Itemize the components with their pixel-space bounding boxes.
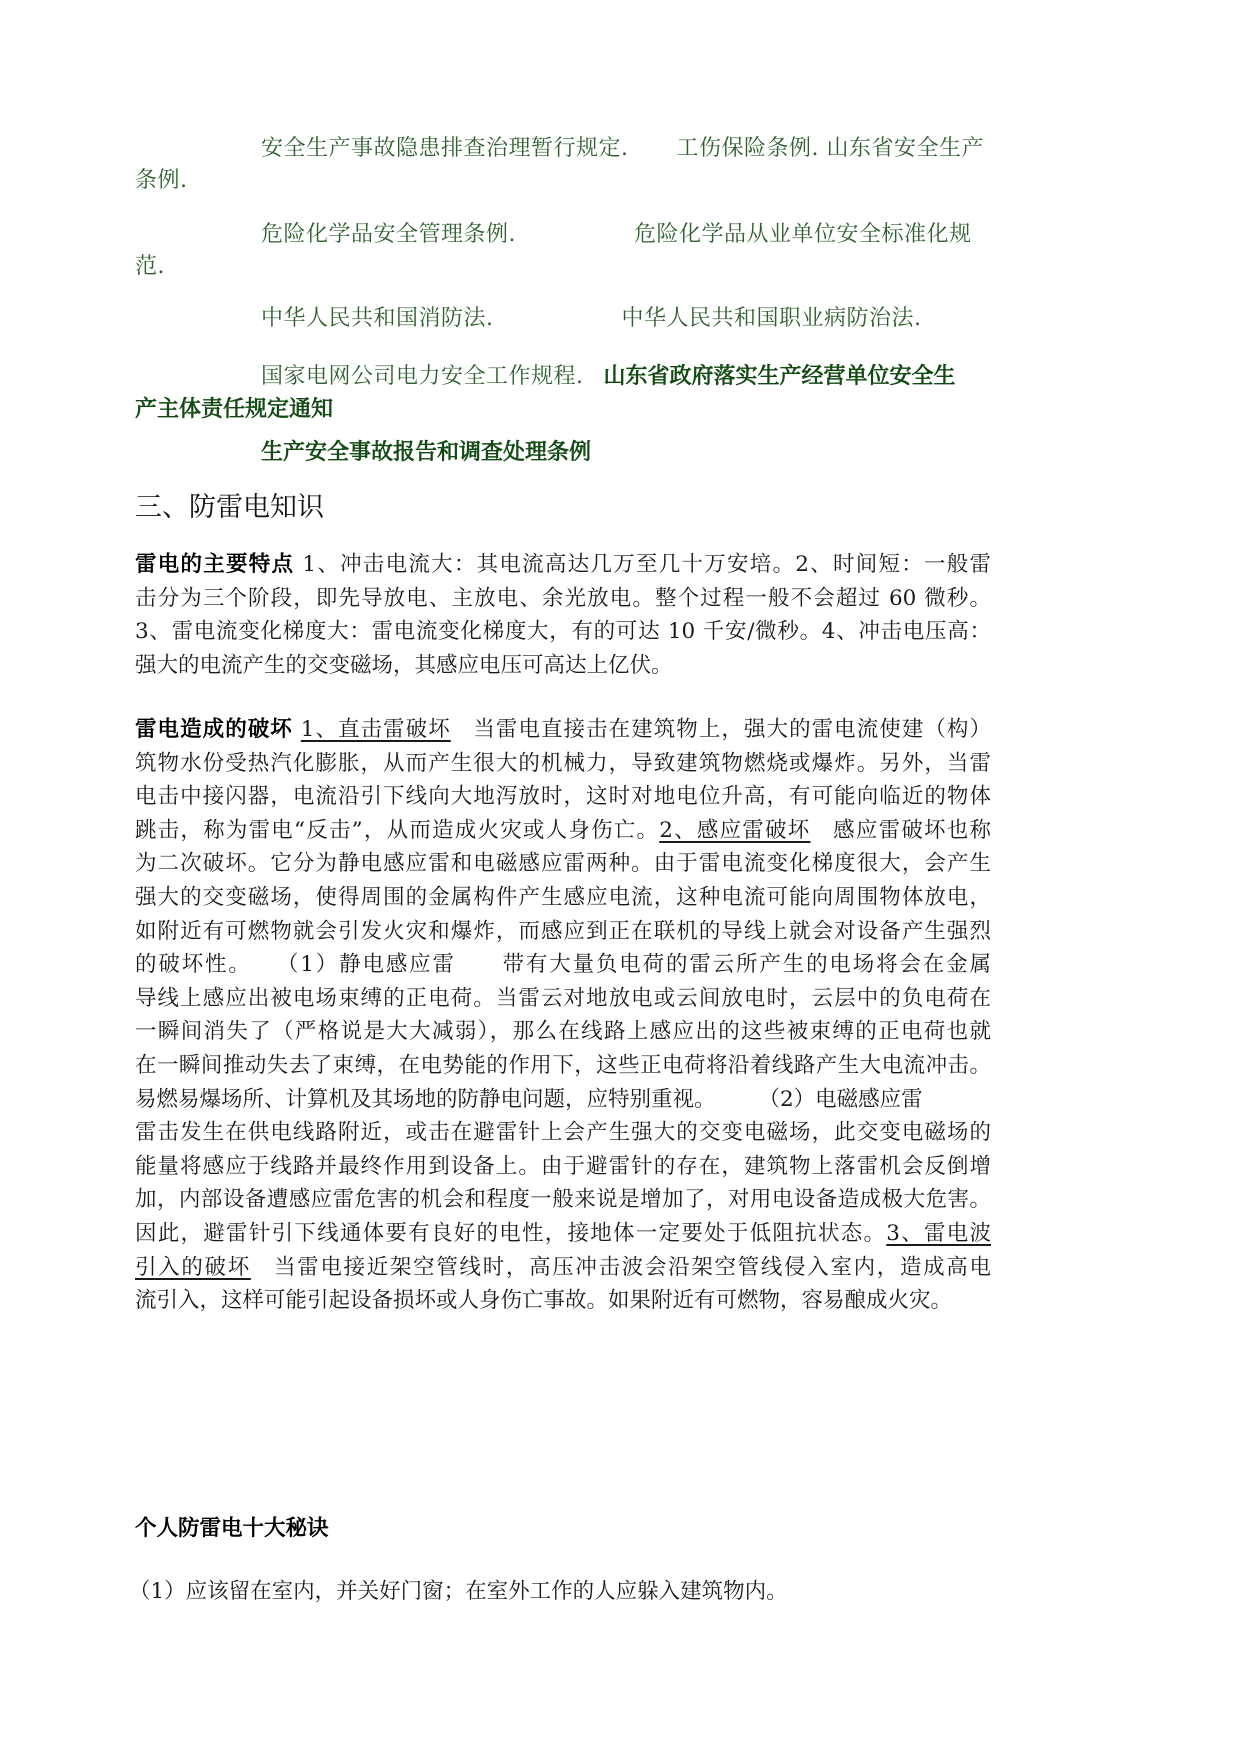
subheading-wave-intrusion: 3、雷电波 <box>886 1220 991 1246</box>
paragraph-line <box>135 814 991 848</box>
section-title: 三、防雷电知识 <box>135 492 324 523</box>
regulation-line-4 <box>135 360 956 394</box>
paragraph-line: 加，内部设备遭感应雷危害的机会和程度一般来说是增加了，对用电设备造成极大危害。 <box>135 1187 991 1213</box>
tip-item: （1）应该留在室内，并关好门窗；在室外工作的人应躲入建筑物内。 <box>129 1579 788 1604</box>
regulation-line-1-cont <box>135 164 188 198</box>
line-text: 当雷电直接击在建筑物上，强大的雷电流使建（构） <box>450 717 991 742</box>
tips-title: 个人防雷电十大秘诀 <box>135 1516 329 1541</box>
line-text: 1、冲击电流大：其电流高达几万至几十万安培。2、时间短：一般雷 <box>294 552 991 577</box>
regulation-hidden-danger: 安全生产事故隐患排查治理暂行规定. <box>261 136 629 161</box>
paragraph-line: 一瞬间消失了（严格说是大大减弱），那么在线路上感应出的这些被束缚的正电荷也就 <box>135 1019 991 1045</box>
paragraph-line: 击分为三个阶段，即先导放电、主放电、余光放电。整个过程一般不会超过 60 微秒。 <box>135 585 991 611</box>
regulation-shandong-notice: 山东省政府落实生产经营单位安全生 <box>603 364 956 389</box>
regulation-line-3 <box>135 302 922 336</box>
subheading-direct-strike: 1、直击雷破坏 <box>300 717 451 742</box>
regulation-line-4-cont <box>135 393 333 427</box>
regulation-fire-law: 中华人民共和国消防法. <box>261 306 494 331</box>
regulation-work-injury: 工伤保险条例. 山东省安全生产 <box>676 136 984 161</box>
regulation-line-2 <box>135 218 972 252</box>
regulation-occupational-law: 中华人民共和国职业病防治法. <box>621 306 922 331</box>
regulation-line-5 <box>135 436 591 470</box>
paragraph-line: 导线上感应出被电场束缚的正电荷。当雷云对地放电或云间放电时，云层中的负电荷在 <box>135 985 991 1011</box>
paragraph-line <box>135 548 991 582</box>
line-text: 感应雷破坏也称 <box>810 817 991 843</box>
regulation-line-2-cont <box>135 250 165 284</box>
paragraph-line: 3、雷电流变化梯度大：雷电流变化梯度大，有的可达 10 千安/微秒。4、冲击电压高： <box>135 619 991 645</box>
paragraph-line <box>135 713 991 747</box>
line-text: 跳击，称为雷电“反击”，从而造成火灾或人身伤亡。 <box>135 817 660 843</box>
paragraph-line: 强大的电流产生的交变磁场，其感应电压可高达上亿伏。 <box>135 652 673 678</box>
paragraph-line: 的破坏性。 （1）静电感应雷 带有大量负电荷的雷云所产生的电场将会在金属 <box>135 952 991 978</box>
subheading-wave-intrusion-cont: 引入的破坏 <box>135 1254 251 1280</box>
paragraph-line: 为二次破坏。它分为静电感应雷和电磁感应雷两种。由于雷电流变化梯度很大，会产生 <box>135 851 991 877</box>
line-text: 因此，避雷针引下线通体要有良好的电性，接地体一定要处于低阻抗状态。 <box>135 1220 887 1246</box>
regulation-text: 产主体责任规定通知 <box>135 397 334 422</box>
features-lead: 雷电的主要特点 <box>135 552 295 577</box>
regulation-text: 范. <box>135 254 165 279</box>
lightning-damage-paragraph <box>135 713 991 1318</box>
subheading-induced-strike: 2、感应雷破坏 <box>659 817 811 843</box>
paragraph-line: 在一瞬间推动失去了束缚，在电势能的作用下，这些正电荷将沿着线路产生大电流冲击。 <box>135 1052 991 1078</box>
paragraph-line: 强大的交变磁场，使得周围的金属构件产生感应电流，这种电流可能向周围物体放电， <box>135 884 991 910</box>
regulation-text: 条例. <box>135 168 188 193</box>
paragraph-line: 易燃易爆场所、计算机及其场地的防静电问题，应特别重视。 （2）电磁感应雷 <box>135 1086 923 1112</box>
regulation-accident-report: 生产安全事故报告和调查处理条例 <box>261 440 592 465</box>
paragraph-line: 流引入，这样可能引起设备损坏或人身伤亡事故。如果附近有可燃物，容易酿成火灾。 <box>135 1288 953 1314</box>
paragraph-line: 筑物水份受热汽化膨胀，从而产生很大的机械力，导致建筑物燃烧或爆炸。另外，当雷 <box>135 750 991 776</box>
paragraph-line <box>135 1251 991 1285</box>
paragraph-line: 能量将感应于线路并最终作用到设备上。由于避雷针的存在，建筑物上落雷机会反倒增 <box>135 1153 991 1179</box>
regulation-state-grid: 国家电网公司电力安全工作规程. <box>261 364 584 389</box>
paragraph-line <box>135 1217 991 1251</box>
line-text: 当雷电接近架空管线时，高压冲击波会沿架空管线侵入室内，造成高电 <box>250 1254 991 1280</box>
lightning-features-paragraph <box>135 548 991 682</box>
paragraph-line: 雷击发生在供电线路附近，或击在避雷针上会产生强大的交变电磁场，此交变电磁场的 <box>135 1120 991 1146</box>
paragraph-line: 电击中接闪器，电流沿引下线向大地泻放时，这时对地电位升高，有可能向临近的物体 <box>135 784 991 810</box>
regulation-line-1 <box>135 132 984 166</box>
damage-lead: 雷电造成的破坏 <box>135 717 293 742</box>
paragraph-line: 如附近有可燃物就会引发火灾和爆炸，而感应到正在联机的导线上就会对设备产生强烈 <box>135 918 991 944</box>
regulation-hazardous-standard: 危险化学品从业单位安全标准化规 <box>634 222 972 247</box>
regulation-hazardous-chem: 危险化学品安全管理条例. <box>261 222 516 247</box>
